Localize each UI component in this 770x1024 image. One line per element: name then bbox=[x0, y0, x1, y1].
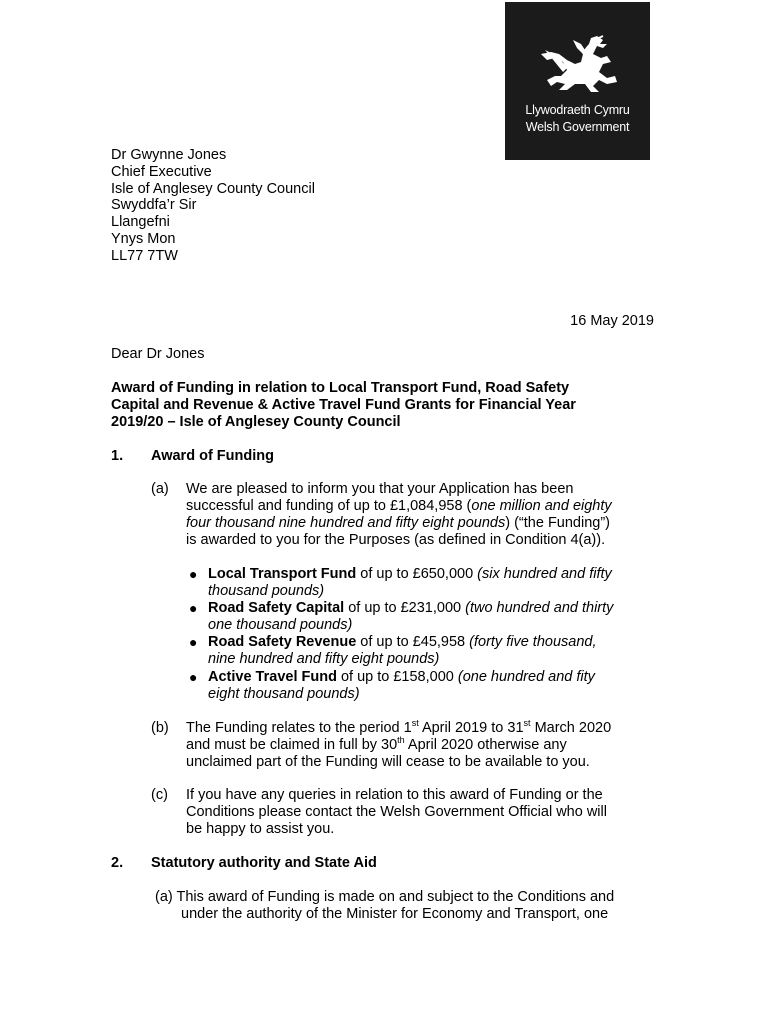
clause-text: We are pleased to inform you that your Application has been bbox=[186, 481, 574, 497]
clause-text: is awarded to you for the Purposes (as defined in Condition 4(a)). bbox=[186, 532, 606, 548]
clause-label: (c) bbox=[151, 787, 168, 803]
section-2-heading: Statutory authority and State Aid bbox=[151, 855, 377, 871]
clause-label: (b) bbox=[151, 720, 169, 736]
bullet-icon: ● bbox=[189, 566, 198, 582]
list-item: Road Safety Capital of up to £231,000 (two hundred and thirty bbox=[208, 600, 614, 616]
list-item-cont: thousand pounds) bbox=[208, 583, 325, 599]
welsh-government-logo bbox=[505, 2, 650, 160]
address-line: LL77 7TW bbox=[111, 247, 178, 264]
subject-line: Award of Funding in relation to Local Transport Fund, Road Safety bbox=[111, 380, 570, 396]
address-line: Llangefni bbox=[111, 214, 170, 231]
section-2-number: 2. bbox=[111, 855, 124, 871]
list-item-cont: eight thousand pounds) bbox=[208, 686, 360, 702]
address-line: Dr Gwynne Jones bbox=[111, 147, 227, 163]
list-item: Local Transport Fund of up to £650,000 (six hundred and fifty bbox=[208, 566, 612, 582]
clause-text: successful and funding of up to £1,084,958 (one million and eighty bbox=[186, 498, 612, 514]
clause-label: (a) bbox=[151, 481, 169, 497]
salutation: Dear Dr Jones bbox=[111, 346, 205, 362]
section-1-heading: Award of Funding bbox=[151, 448, 274, 464]
bullet-icon: ● bbox=[189, 600, 198, 616]
clause-text: and must be claimed in full by 30th April 2020 otherwise any bbox=[186, 735, 567, 753]
subject-line: 2019/20 – Isle of Anglesey County Council bbox=[111, 414, 401, 430]
logo-english-text: Welsh Government bbox=[525, 120, 630, 134]
list-item: Active Travel Fund of up to £158,000 (one hundred and fity bbox=[208, 669, 595, 685]
clause-text: four thousand nine hundred and fifty eight pounds) (“the Funding”) bbox=[186, 515, 611, 531]
list-item: Road Safety Revenue of up to £45,958 (forty five thousand, bbox=[208, 634, 597, 650]
letter-date: 16 May 2019 bbox=[570, 313, 654, 329]
address-line: Swyddfa’r Sir bbox=[111, 197, 197, 214]
clause-text: If you have any queries in relation to this award of Funding or the bbox=[186, 787, 603, 803]
address-line: Isle of Anglesey County Council bbox=[111, 180, 315, 197]
clause-text: under the authority of the Minister for Economy and Transport, one bbox=[181, 906, 609, 922]
clause-text: be happy to assist you. bbox=[186, 821, 335, 837]
bullet-icon: ● bbox=[189, 669, 198, 685]
clause-text: The Funding relates to the period 1st April 2019 to 31st March 2020 bbox=[186, 718, 612, 736]
section-1-number: 1. bbox=[111, 448, 124, 464]
address-line: Ynys Mon bbox=[111, 230, 176, 247]
address-line: Chief Executive bbox=[111, 163, 212, 180]
welsh-dragon-icon bbox=[537, 32, 619, 94]
logo-welsh-text: Llywodraeth Cymru bbox=[525, 103, 630, 117]
list-item-cont: one thousand pounds) bbox=[208, 617, 353, 633]
list-item-cont: nine hundred and fifty eight pounds) bbox=[208, 651, 440, 667]
clause-text: (a) This award of Funding is made on and subject to the Conditions and bbox=[155, 889, 615, 905]
clause-text: Conditions please contact the Welsh Government Official who will bbox=[186, 804, 607, 820]
recipient-address bbox=[111, 147, 315, 265]
clause-text: unclaimed part of the Funding will cease to be available to you. bbox=[186, 754, 590, 770]
subject-line: Capital and Revenue & Active Travel Fund Grants for Financial Year bbox=[111, 397, 576, 413]
bullet-icon: ● bbox=[189, 634, 198, 650]
